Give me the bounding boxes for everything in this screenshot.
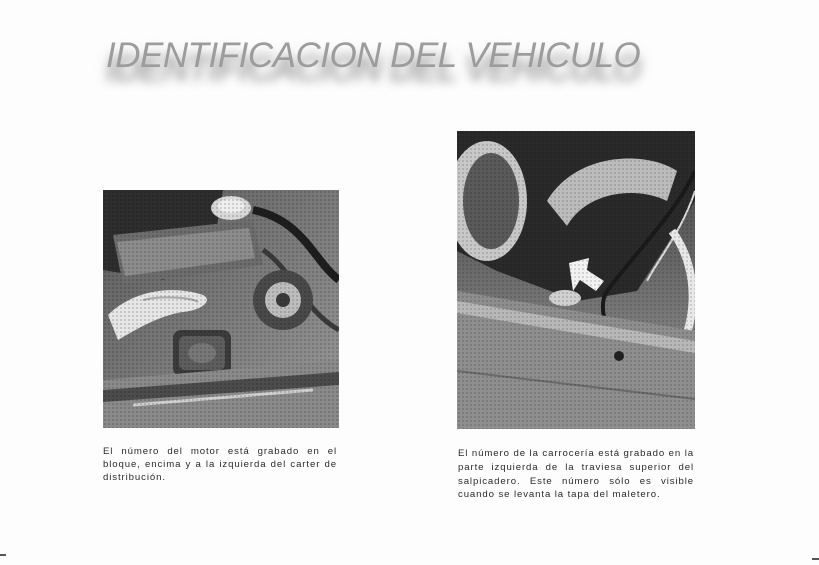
- page-edge-mark-right: [812, 558, 819, 560]
- engine-photo: [103, 190, 339, 428]
- body-number-caption: El número de la carrocería está grabado en la parte izquierda de la traviesa superior del salpicadero. Este número sólo es visible cuando se levanta la tapa del maletero.: [458, 448, 694, 501]
- body-panel-photo: [457, 131, 695, 429]
- page-title: IDENTIFICACION DEL VEHICULO: [106, 36, 641, 75]
- page-edge-mark-left: [0, 554, 6, 556]
- engine-number-caption: El número del motor está grabado en el bloque, encima y a la izquierda del carter de distribución.: [103, 446, 337, 483]
